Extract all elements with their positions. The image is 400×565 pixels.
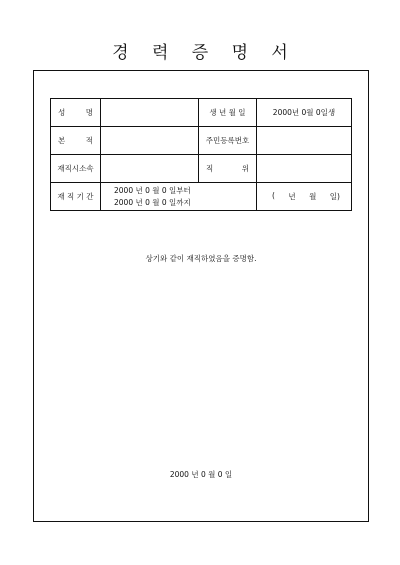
table-row-name — [51, 99, 352, 127]
resident-number-value — [257, 127, 352, 155]
origin-value — [101, 127, 199, 155]
table-row-affiliation — [51, 155, 352, 183]
birth-date-label: 생 년 월 일 — [199, 99, 257, 127]
period-to: 2000 년 0 월 0 일까지 — [114, 197, 191, 207]
position-label: 직 위 — [199, 155, 257, 183]
table-row-origin — [51, 127, 352, 155]
document-frame — [33, 70, 369, 522]
period-label: 재 직 기 간 — [51, 183, 101, 211]
resident-number-label: 주민등록번호 — [199, 127, 257, 155]
table-row-period — [51, 183, 352, 211]
period-elapsed: ( 년 월 일) — [257, 183, 352, 211]
affiliation-value — [101, 155, 199, 183]
affiliation-label: 재직시소속 — [51, 155, 101, 183]
position-value — [257, 155, 352, 183]
period-from: 2000 년 0 월 0 일부터 — [114, 185, 191, 195]
name-value — [101, 99, 199, 127]
origin-label: 본 적 — [51, 127, 101, 155]
birth-date-value: 2000년 0월 0일생 — [257, 99, 352, 127]
period-dates — [101, 183, 257, 211]
certification-statement: 상기와 같이 재직하였음을 증명함. — [145, 254, 257, 263]
document-title: 경 력 증 명 서 — [112, 43, 297, 63]
name-label: 성 명 — [51, 99, 101, 127]
career-info-table — [50, 98, 352, 211]
issue-date: 2000 년 0 월 0 일 — [169, 470, 233, 479]
